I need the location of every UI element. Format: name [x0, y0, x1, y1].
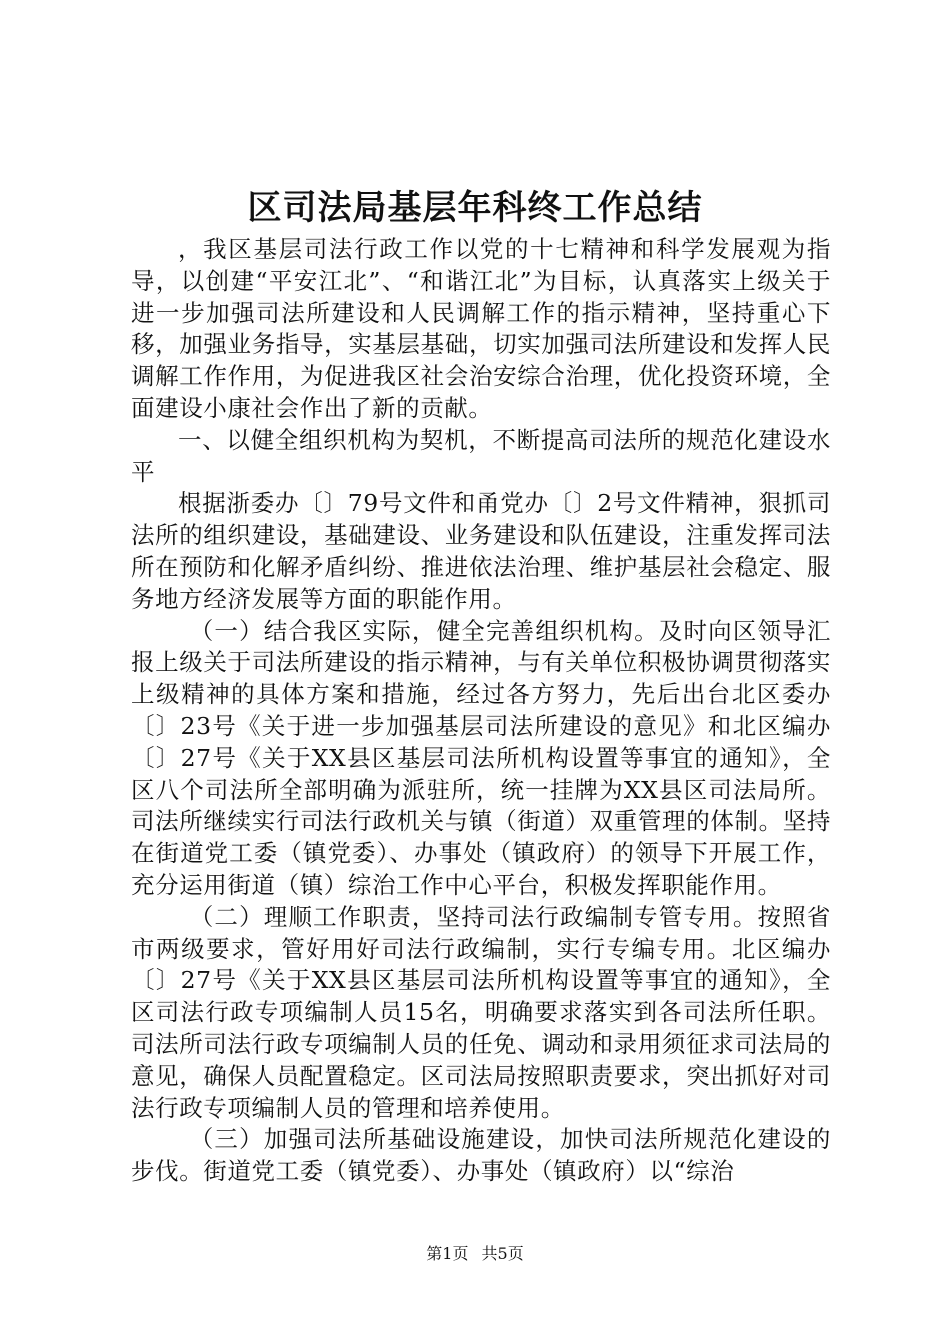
paragraph-basis: 根据浙委办〔〕79号文件和甬党办〔〕2号文件精神，狠抓司法所的组织建设，基础建设、业务建设和队伍建设，注重发挥司法所在预防和化解矛盾纠纷、推进依法治理、维护基层社会稳定、服务地方经济发展等方面的职能作用。 [131, 489, 831, 613]
page-footer [0, 1244, 950, 1264]
paragraph-intro: ，我区基层司法行政工作以党的十七精神和科学发展观为指导，以创建“平安江北”、“和谐江北”为目标，认真落实上级关于进一步加强司法所建设和人民调解工作的指示精神，坚持重心下移，加强业务指导，实基层基础，切实加强司法所建设和发挥人民调解工作作用，为促进我区社会治安综合治理，优化投资环境，全面建设小康社会作出了新的贡献。 [131, 235, 831, 422]
paragraph-item-1: （一）结合我区实际，健全完善组织机构。及时向区领导汇报上级关于司法所建设的指示精神，与有关单位积极协调贯彻落实上级精神的具体方案和措施，经过各方努力，先后出台北区委办〔〕23号《关于进一步加强基层司法所建设的意见》和北区编办〔〕27号《关于XX县区基层司法所机构设置等事宜的通知》，全区八个司法所全部明确为派驻所，统一挂牌为XX县区司法局所。司法所继续实行司法行政机关与镇（街道）双重管理的体制。坚持在街道党工委（镇党委）、办事处（镇政府）的领导下开展工作，充分运用街道（镇）综治工作中心平台，积极发挥职能作用。 [131, 616, 831, 899]
document-body [131, 234, 831, 1188]
page-total: 共5页 [481, 1244, 524, 1263]
document-title: 区司法局基层年科终工作总结 [247, 188, 703, 228]
page-number: 第1页 [426, 1244, 469, 1263]
paragraph-item-3: （三）加强司法所基础设施建设，加快司法所规范化建设的步伐。街道党工委（镇党委）、办事处（镇政府）以“综治 [131, 1125, 831, 1186]
paragraph-item-2: （二）理顺工作职责，坚持司法行政编制专管专用。按照省市两级要求，管好用好司法行政编制，实行专编专用。北区编办〔〕27号《关于XX县区基层司法所机构设置等事宜的通知》，全区司法行政专项编制人员15名，明确要求落实到各司法所任职。司法所司法行政专项编制人员的任免、调动和录用须征求司法局的意见，确保人员配置稳定。区司法局按照职责要求，突出抓好对司法行政专项编制人员的管理和培养使用。 [131, 902, 831, 1122]
section-heading-1: 一、以健全组织机构为契机，不断提高司法所的规范化建设水平 [131, 425, 831, 486]
